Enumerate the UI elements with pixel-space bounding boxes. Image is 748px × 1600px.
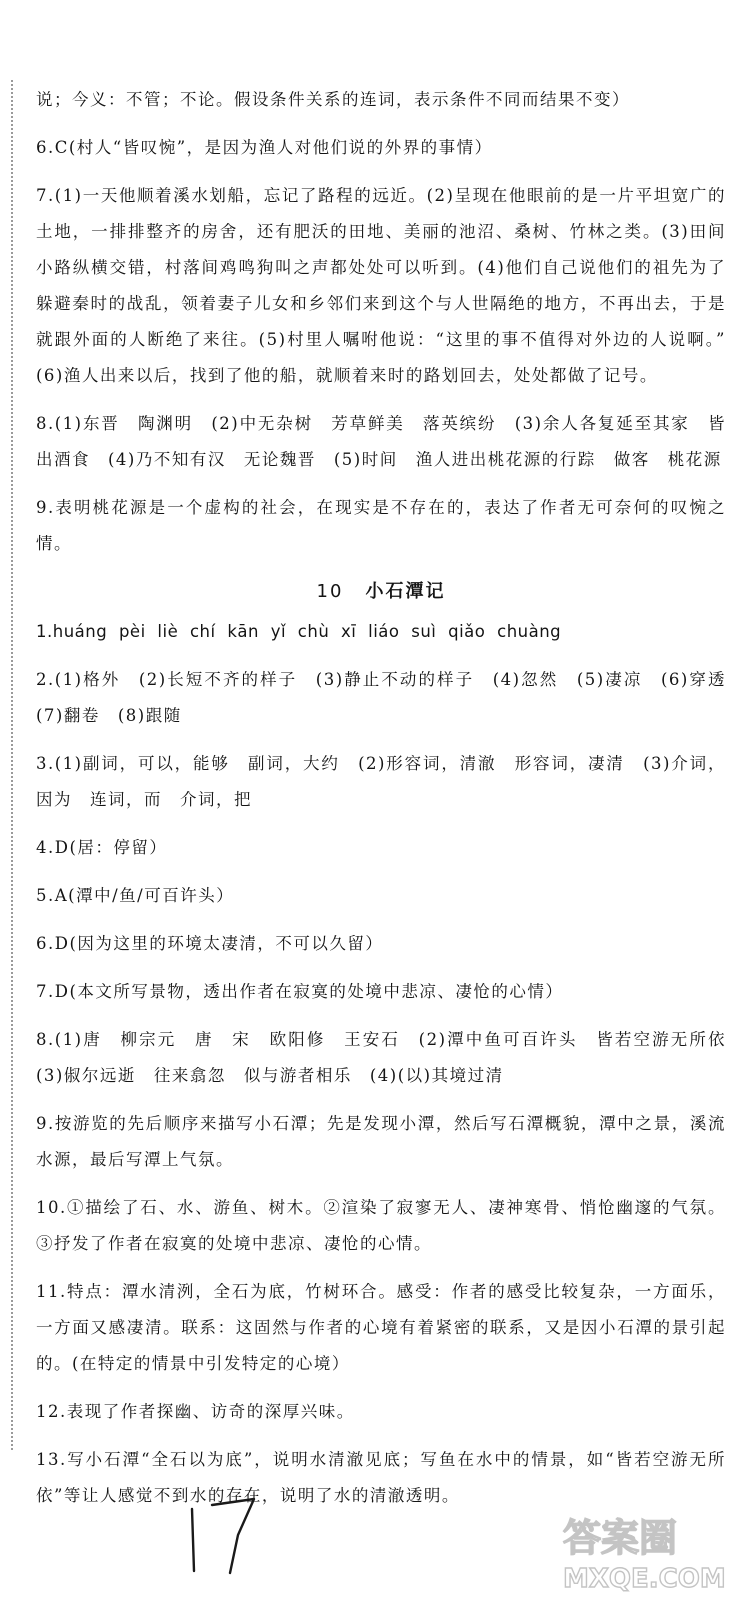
answer-q6-peach: 6.C(村人“皆叹惋”，是因为渔人对他们说的外界的事情）: [36, 138, 493, 157]
section-heading: [36, 574, 726, 610]
section-title: 小石潭记: [365, 581, 446, 602]
answer-s11: 11.特点：潭水清洌，全石为底，竹树环合。感受：作者的感受比较复杂，一方面乐，一方面又感凄清。联系：这固然与作者的心境有着紧密的联系，又是因小石潭的景引起的。(在特定的情景中引发特定的心境）: [36, 1282, 726, 1373]
answer-s4: 4.D(居：停留）: [36, 838, 168, 857]
section-number: 10: [316, 581, 344, 602]
watermark-bottom: MXQE.COM: [563, 1564, 726, 1594]
binding-gutter: [11, 80, 13, 1450]
answer-s5: 5.A(潭中/鱼/可百许头）: [36, 886, 235, 905]
answer-s13: 13.写小石潭“全石以为底”，说明水清澈见底；写鱼在水中的情景，如“皆若空游无所依”等让人感觉不到水的存在，说明了水的清澈透明。: [36, 1450, 726, 1505]
answer-content: [36, 82, 744, 1526]
answer-s1-pinyin: 1.huáng pèi liè chí kān yǐ chù xī liáo suì qiǎo chuàng: [36, 622, 562, 641]
answer-s3: 3.(1)副词，可以，能够 副词，大约 (2)形容词，清澈 形容词，凄清 (3)介词，因为 连词，而 介词，把: [36, 754, 726, 809]
answer-q8-peach: 8.(1)东晋 陶渊明 (2)中无杂树 芳草鲜美 落英缤纷 (3)余人各复延至其家 皆出酒食 (4)乃不知有汉 无论魏晋 (5)时间 渔人进出桃花源的行踪 做客 桃花源: [36, 414, 726, 469]
answer-s9: 9.按游览的先后顺序来描写小石潭；先是发现小潭，然后写石潭概貌，潭中之景，溪流水源，最后写潭上气氛。: [36, 1114, 726, 1169]
answer-s12: 12.表现了作者探幽、访奇的深厚兴味。: [36, 1402, 355, 1421]
site-watermark: [555, 1505, 740, 1595]
answer-s7: 7.D(本文所写景物，透出作者在寂寞的处境中悲凉、凄怆的心情）: [36, 982, 564, 1001]
answer-s6: 6.D(因为这里的环境太凄清，不可以久留）: [36, 934, 384, 953]
handwritten-page-number: [182, 1495, 272, 1575]
answer-s2: 2.(1)格外 (2)长短不齐的样子 (3)静止不动的样子 (4)忽然 (5)凄凉 (6)穿透 (7)翻卷 (8)跟随: [36, 670, 744, 725]
answer-continuation: 说；今义：不管；不论。假设条件关系的连词，表示条件不同而结果不变）: [36, 90, 630, 109]
answer-q7-peach: 7.(1)一天他顺着溪水划船，忘记了路程的远近。(2)呈现在他眼前的是一片平坦宽广的土地，一排排整齐的房舍，还有肥沃的田地、美丽的池沼、桑树、竹林之类。(3)田间小路纵横交错，村落间鸡鸣狗叫之声都处处可以听到。(4)他们自己说他们的祖先为了躲避秦时的战乱，领着妻子儿女和乡邻们来到这个与人世隔绝的地方，不再出去，于是就跟外面的人断绝了来往。(5)村里人嘱咐他说：“这里的事不值得对外边的人说啊。” (6)渔人出来以后，找到了他的船，就顺着来时的路划回去，处处都做了记号。: [36, 186, 726, 385]
answer-s8: 8.(1)唐 柳宗元 唐 宋 欧阳修 王安石 (2)潭中鱼可百许头 皆若空游无所依 (3)俶尔远逝 往来翕忽 似与游者相乐 (4)(以)其境过清: [36, 1030, 744, 1085]
watermark-top: 答案圈: [563, 1516, 678, 1560]
answer-s10: 10.①描绘了石、水、游鱼、树木。②渲染了寂寥无人、凄神寒骨、悄怆幽邃的气氛。③抒发了作者在寂寞的处境中悲凉、凄怆的心情。: [36, 1198, 726, 1253]
answer-q9-peach: 9.表明桃花源是一个虚构的社会，在现实是不存在的，表达了作者无可奈何的叹惋之情。: [36, 498, 726, 553]
